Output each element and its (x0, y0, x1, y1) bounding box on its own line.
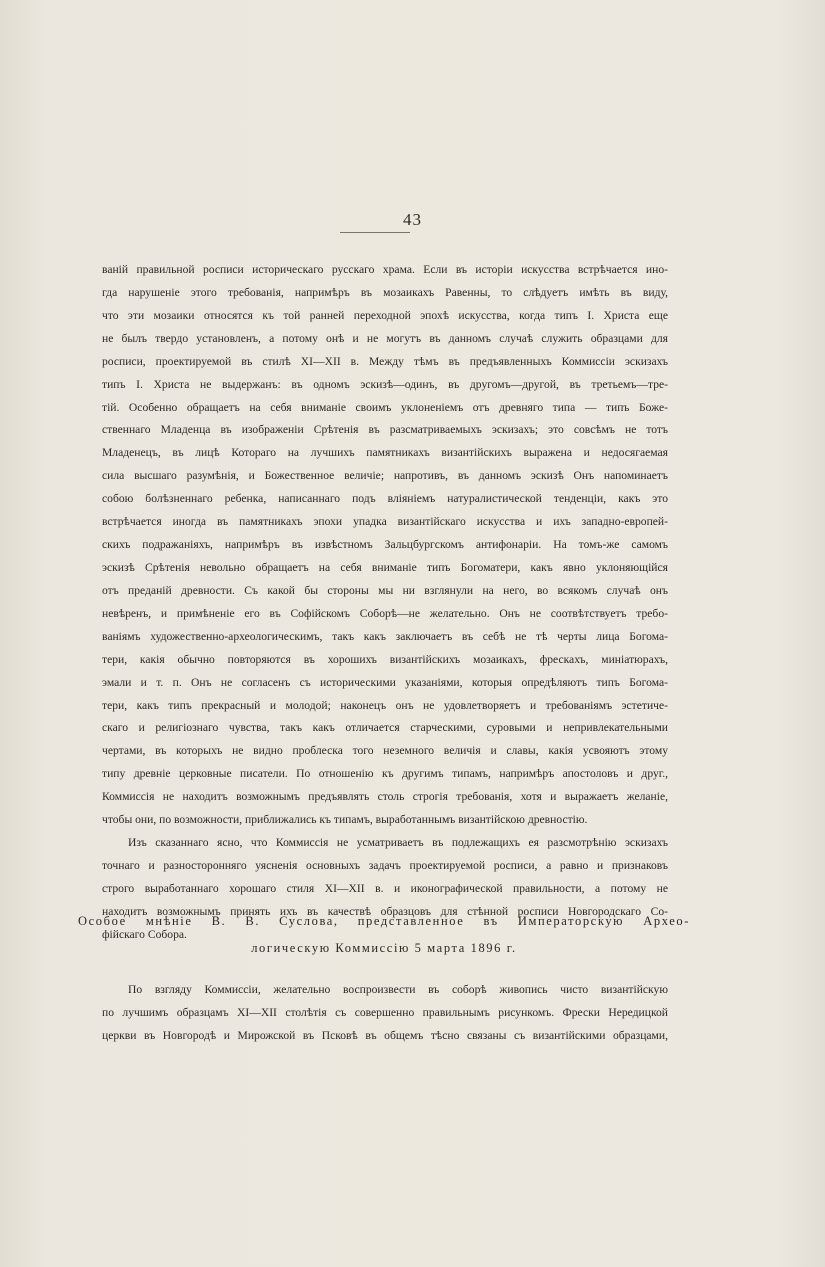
text-line: росписи, проектируемой въ стилѣ ХI—ХII в. Между тѣмъ въ предъявленныхъ Коммиссіи эскизахъ (102, 354, 668, 368)
text-line: эскизѣ Срѣтенія невольно обращаетъ на себя вниманіе типъ Богоматери, какъ явно уклоняющійся (102, 560, 668, 574)
text-line: сила высшаго разумѣнія, и Божественное величіе; напротивъ, въ данномъ эскизѣ Онъ напоминаетъ (102, 469, 668, 483)
section-heading (78, 908, 690, 962)
main-paragraph (102, 259, 668, 947)
text-line: ваніямъ художественно-археологическимъ, такъ какъ заключаетъ въ себѣ не тѣ черты лица Богома- (102, 629, 668, 643)
second-paragraph (102, 979, 668, 1048)
text-line: чертами, въ которыхъ не видно проблеска того неземного величія и славы, какія усвояютъ этому (102, 744, 668, 758)
text-line: чтобы они, по возможности, приближались къ типамъ, выработаннымъ византійскою древностію. (102, 813, 588, 827)
text-line: Изъ сказаннаго ясно, что Коммиссія не усматриваетъ въ подлежащихъ ея разсмотрѣнію эскизахъ (128, 836, 668, 850)
text-line: собою болѣзненнаго ребенка, написаннаго подъ вліяніемъ натуралистической тенденціи, какъ это (102, 492, 668, 506)
text-line: отъ преданій древности. Съ какой бы стороны мы ни взглянули на него, во всякомъ случаѣ онъ (102, 583, 668, 597)
text-line: точнаго и разносторонняго уясненія основныхъ задачъ проектируемой росписи, а равно и признаковъ (102, 858, 668, 872)
text-line: что эти мозаики относятся къ той ранней переходной эпохѣ искусства, когда типъ І. Христа еще (102, 308, 668, 322)
text-line: ваній правильной росписи историческаго русскаго храма. Если въ исторіи искусства встрѣчается ино- (102, 263, 668, 276)
page-number: 43 (403, 210, 422, 229)
text-line: скаго и религіознаго чувства, такъ какъ отличается старческими, суровыми и непривлекательными (102, 721, 668, 735)
text-line: церкви въ Новгородѣ и Мирожской въ Псковѣ въ общемъ тѣсно связаны съ византійскими образцами, (102, 1028, 668, 1042)
heading-line: Особое мнѣніе В. В. Суслова, представленное въ Императорскую Архео- (78, 914, 690, 928)
text-line: По взгляду Коммиссіи, желательно воспроизвести въ соборѣ живопись чисто византійскую (128, 983, 668, 996)
text-line: типу древніе церковные писатели. По отношенію къ другимъ типамъ, напримѣръ апостоловъ и друг., (102, 767, 668, 781)
text-line: фійскаго Собора. (102, 927, 187, 941)
text-line: скихъ подражаніяхъ, напримѣръ въ извѣстномъ Зальцбургскомъ антифонаріи. На томъ-же самомъ (102, 538, 668, 552)
text-line: Младенецъ, въ лицѣ Котораго на лучшихъ памятникахъ византійскихъ выражена и недосягаемая (102, 446, 668, 460)
heading-line: логическую Коммиссію 5 марта 1896 г. (251, 941, 517, 955)
text-line: по лучшимъ образцамъ ХI—ХII столѣтія съ совершенно правильнымъ рисункомъ. Фрески Нередицкой (102, 1005, 668, 1019)
text-line: гда нарушеніе этого требованія, напримѣръ въ мозаикахъ Равенны, то слѣдуетъ имѣть въ виду, (102, 285, 668, 299)
page-number-rule (340, 232, 410, 233)
text-line: находитъ возможнымъ принять ихъ въ качествѣ образцовъ для стѣнной росписи Новгородскаго Со- (102, 904, 668, 918)
text-line: тій. Особенно обращаетъ на себя вниманіе своимъ уклоненіемъ отъ древняго типа — типъ Боже- (102, 400, 668, 414)
text-line: невѣренъ, и примѣненіе его въ Софійскомъ Соборѣ—не желательно. Онъ не соотвѣтствуетъ требо- (102, 606, 668, 620)
text-line: Коммиссія не находитъ возможнымъ предъявлять столь строгія требованія, хотя и выражаетъ желаніе, (102, 790, 668, 804)
text-line: типъ І. Христа не выдержанъ: въ одномъ эскизѣ—одинъ, въ другомъ—другой, въ третьемъ—тре- (102, 377, 668, 391)
text-line: эмали и т. п. Онъ не согласенъ съ историческими указаніями, которыя опредѣляютъ типъ Богома- (102, 675, 668, 689)
text-line: встрѣчается иногда въ памятникахъ эпохи упадка византійскаго искусства и ихъ западно-европей- (102, 515, 668, 529)
text-line: не былъ твердо установленъ, а потому онѣ и не могутъ въ данномъ случаѣ служить образцами для (102, 331, 668, 345)
text-line: тери, какія обычно повторяются въ хорошихъ византійскихъ мозаикахъ, фрескахъ, миніатюрахъ, (102, 652, 668, 666)
text-line: ственнаго Младенца въ изображеніи Срѣтенія въ разсматриваемыхъ эскизахъ; это совсѣмъ не тотъ (102, 423, 668, 437)
text-line: тери, какъ типъ прекрасный и молодой; наконецъ онъ не удовлетворяетъ и требованіямъ эстетиче- (102, 698, 668, 712)
text-line: строго выработаннаго хорошаго стиля ХI—ХII в. и иконографической правильности, а потому не (102, 881, 668, 895)
